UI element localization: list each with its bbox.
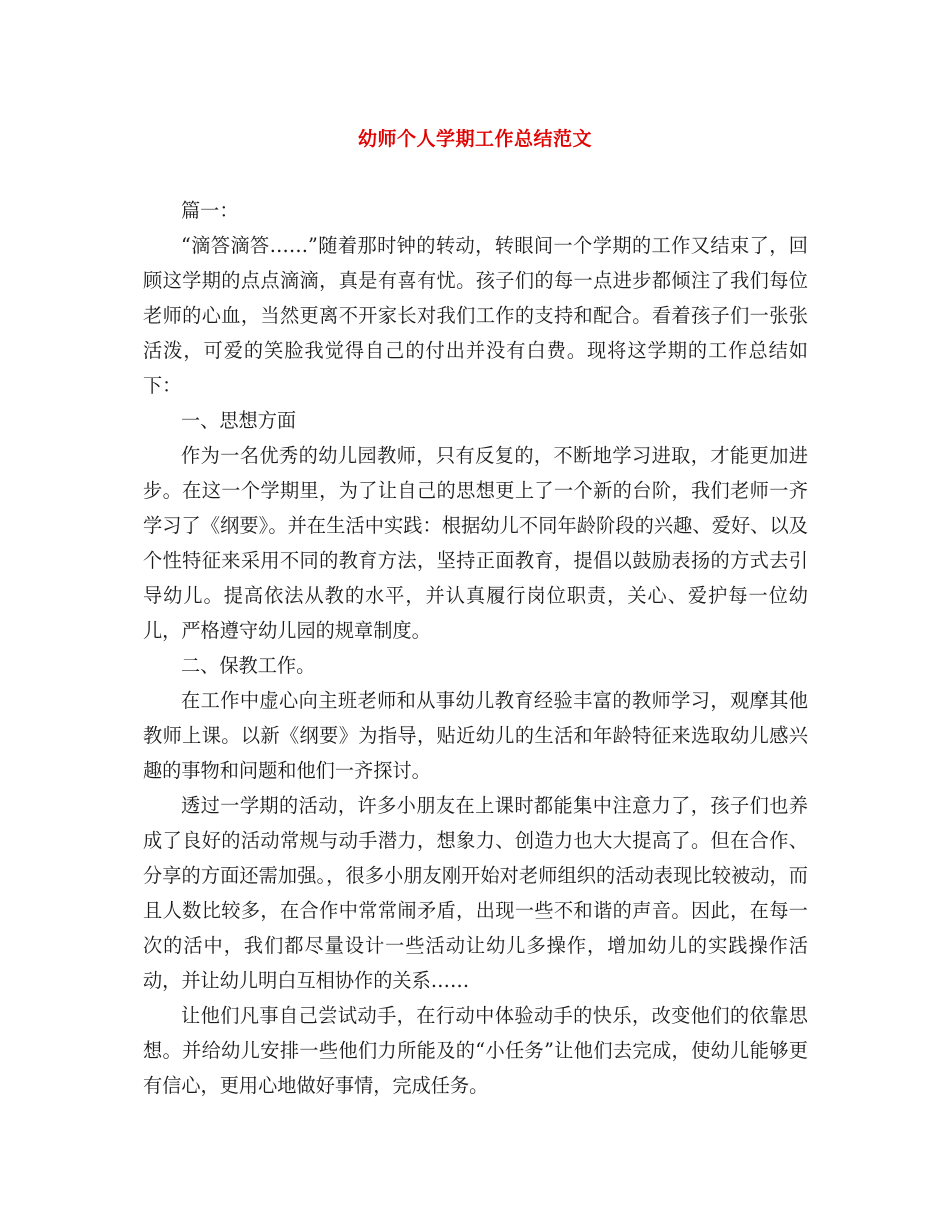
document-title: 幼师个人学期工作总结范文: [357, 128, 592, 150]
section-heading-care-education: 二、保教工作。: [181, 654, 316, 677]
document-body: [143, 193, 808, 1103]
paragraph-activities: 透过一学期的活动，许多小朋友在上课时都能集中注意力了，孩子们也养成了良好的活动常规与动手潜力，想象力、创造力也大大提高了。但在合作、分享的方面还需加强。，很多小朋友刚开始对老师组织的活动表现比较被动，而且人数比较多，在合作中常常闹矛盾，出现一些不和谐的声音。因此，在每一次的活中，我们都尽量设计一些活动让幼儿多操作，增加幼儿的实践操作活动，并让幼儿明白互相协作的关系……: [143, 794, 808, 992]
paragraph-intro: “滴答滴答……”随着那时钟的转动，转眼间一个学期的工作又结束了，回顾这学期的点点滴滴，真是有喜有忧。孩子们的每一点进步都倾注了我们每位老师的心血，当然更离不开家长对我们工作的支持和配合。看着孩子们一张张活泼，可爱的笑脸我觉得自己的付出并没有白费。现将这学期的工作总结如下：: [143, 234, 808, 397]
paragraph-learning: 在工作中虚心向主班老师和从事幼儿教育经验丰富的教师学习，观摩其他教师上课。以新《纲要》为指导，贴近幼儿的生活和年龄特征来选取幼儿感兴趣的事物和问题和他们一齐探讨。: [143, 689, 808, 782]
paragraph-independence: 让他们凡事自己尝试动手，在行动中体验动手的快乐，改变他们的依靠思想。并给幼儿安排一些他们力所能及的“小任务”让他们去完成，使幼儿能够更有信心，更用心地做好事情，完成任务。: [143, 1004, 808, 1097]
paragraph-thought: 作为一名优秀的幼儿园教师，只有反复的，不断地学习进取，才能更加进步。在这一个学期里，为了让自己的思想更上了一个新的台阶，我们老师一齐学习了《纲要》。并在生活中实践：根据幼儿不同年龄阶段的兴趣、爱好、以及个性特征来采用不同的教育方法，坚持正面教育，提倡以鼓励表扬的方式去引导幼儿。提高依法从教的水平，并认真履行岗位职责，关心、爱护每一位幼儿，严格遵守幼儿园的规章制度。: [143, 444, 808, 642]
section-heading-thought: 一、思想方面: [181, 409, 297, 432]
paragraph-heading-part-one: 篇一：: [181, 199, 239, 222]
